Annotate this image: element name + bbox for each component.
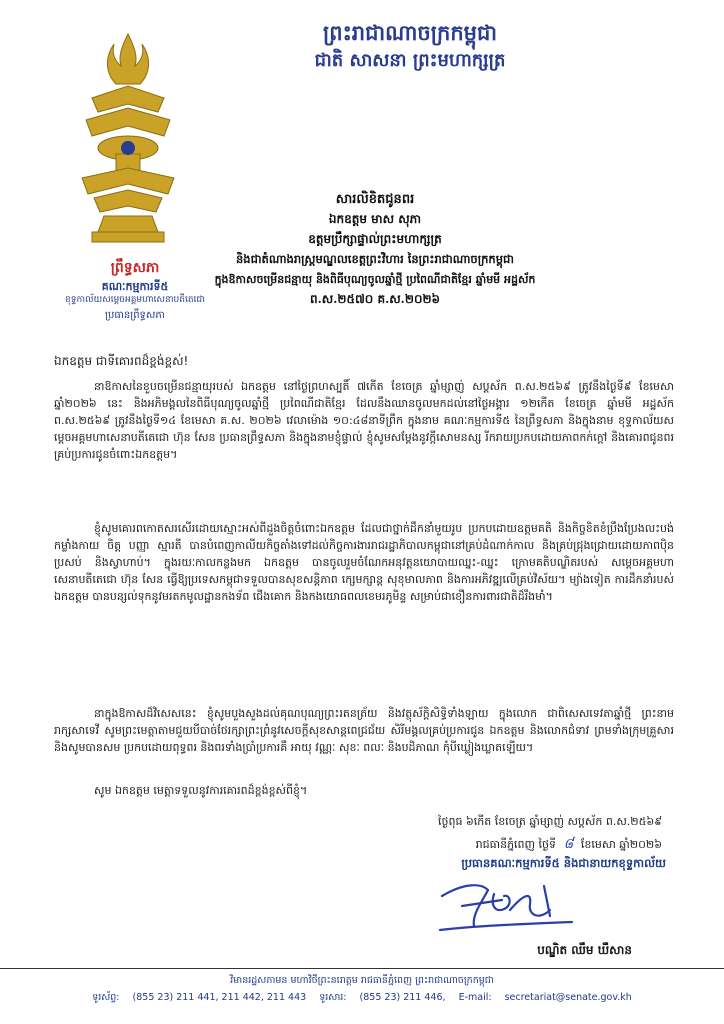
institution-name: ព្រឹទ្ធសភា bbox=[110, 260, 160, 276]
fax-number: (855 23) 211 446, bbox=[359, 992, 446, 1003]
signer-title: ប្រធានគណៈកម្មការទី៥ និងជានាយកខុទ្ទកាល័យ bbox=[461, 856, 666, 870]
place-date-suffix: ខែមេសា ឆ្នាំ២០២៦ bbox=[580, 838, 662, 851]
handwritten-day: ៨ bbox=[563, 836, 574, 852]
occasion-line: ក្នុងឱកាសចម្រើនជន្មាយុ និងពិធីបុណ្យចូលឆ្នាំថ្មី ប្រពៃណីជាតិខ្មែរ ឆ្នាំមមី អដ្ឋស័ក bbox=[214, 273, 536, 286]
commission-name: គណៈកម្មការទី៥ bbox=[101, 280, 169, 293]
place-date bbox=[476, 834, 662, 855]
handwritten-signature-icon bbox=[432, 876, 582, 938]
body-paragraph-2: ខ្ញុំសូមគោរពកោតសរសើរដោយស្មោះអស់ពីដួងចិត្តចំពោះឯកឧត្តម ដែលជាថ្នាក់ដឹកនាំមួយរូប ប្រកបដោយឧត្តមគតិ និងកិច្ចខិតខំប្រឹងប្រែងលះបង់កម្លាំងកាយ ចិត្ត បញ្ញា ស្មារតី បានបំពេញកាលីយកិច្ចតាំងទៅដល់កិច្ចការងាររាជរដ្ឋាភិបាលកម្ពុជានៅគ្រប់ដំណាក់កាល និងគ្រប់ជ្រុងជ្រោយដោយភាពប៉ិនប្រសប់ និងស្វាហាប់។ ក្នុងរយៈកាលកន្លងមក ឯកឧត្តម បានចូលរួមចំណែកអនុវត្តនយោបាយឈ្នះ-ឈ្នះ ក្រោមគតិបណ្ឌិតរបស់ សម្តេចអគ្គមហាសេនាបតីតេជោ ហ៊ុន សែន ធ្វើឱ្យប្រទេសកម្ពុជាទទួលបានសុខសន្តិភាព ក្សេមក្សាន្ត សុខុមាលភាព និងការអភិវឌ្ឍលើគ្រប់វិស័យ។ ម្យ៉ាងទៀត ការដឹកនាំរបស់ឯកឧត្តម បានបន្សល់ទុកនូវមរតកមូលដ្ឋានកងទ័ព ជើងគោក និងកងយោធពលខេមរភូមិន្ទ សម្រាប់ជាខឿនការពារជាតិដ៏រឹងមាំ។ bbox=[54, 522, 674, 603]
lunar-date: ថ្ងៃពុធ ៦កើត ខែចេត្រ ឆ្នាំម្សាញ់ សប្តស័ក ព.ស.២៥៦៩ bbox=[438, 815, 662, 828]
body-paragraph-1: នាឱកាសនៃខួបចម្រើនជន្មាយុរបស់ ឯកឧត្តម នៅថ្ងៃព្រហស្បតិ៍ ៧កើត ខែចេត្រ ឆ្នាំម្សាញ់ សប្តស័ក ព.ស.២៥៦៩ ត្រូវនឹងថ្ងៃទី៩ ខែមេសា ឆ្នាំ២០២៦ នេះ និងអភិមង្គលនៃពិធីបុណ្យចូលឆ្នាំថ្មី ប្រពៃណីជាតិខ្មែរ ដែលនឹងឈានចូលមកដល់នៅថ្ងៃអង្គារ ១២កើត ខែចេត្រ ឆ្នាំមមី អដ្ឋស័ក ព.ស.២៥៦៩ ត្រូវនឹងថ្ងៃទី១៤ ខែមេសា គ.ស. ២០២៦ វេលាម៉ោង ១០:៤៨នាទីព្រឹក ក្នុងនាម គណៈកម្មការទី៥ នៃព្រឹទ្ធសភា និងក្នុងនាម ខុទ្ទកាល័យសម្តេចអគ្គមហាសេនាបតីតេជោ ហ៊ុន សែន ប្រធានព្រឹទ្ធសភា និងក្នុងនាមខ្ញុំផ្ទាល់ ខ្ញុំសូមសម្តែងនូវក្តីសោមនស្ស រីករាយប្រកបដោយភាពកក់ក្តៅ និងគោរពជូនពរគ្រប់ប្រការជូនចំពោះឯកឧត្តម។ bbox=[54, 380, 674, 461]
phone-number: (855 23) 211 441, 211 442, 211 443 bbox=[132, 992, 307, 1003]
kingdom-title: ព្រះរាជាណាចក្រកម្ពុជា bbox=[322, 20, 497, 45]
phone-label: ទូរស័ព្ទ: bbox=[92, 992, 120, 1003]
footer-address: វិមានរដ្ឋសភាមន មហាវិថីព្រះនរោត្តម រាជធានីភ្នំពេញ ព្រះរាជាណាចក្រកម្ពុជា bbox=[230, 975, 494, 986]
body-paragraph-4: សូម ឯកឧត្តម មេត្តាទទួលនូវការគោរពដ៏ខ្ពង់ខ្ពស់ពីខ្ញុំ។ bbox=[94, 784, 308, 797]
office-subtitle: ប្រធានព្រឹទ្ធសភា bbox=[105, 310, 165, 321]
office-name: ខុទ្ទកាល័យសម្តេចអគ្គមហាសេនាបតីតេជោ bbox=[65, 295, 205, 305]
signer-name: បណ្ឌិត ឈឹម ឃឺសាន bbox=[537, 943, 632, 957]
body-paragraph-3: នាក្នុងឱកាសដ៏វិសេសនេះ ខ្ញុំសូមបួងសួងដល់គុណបុណ្យព្រះរតនត្រ័យ និងវត្ថុស័ក្តិសិទ្ធិទាំងឡាយ ក្នុងលោក ជាពិសេសទេវតាឆ្នាំថ្មី ព្រះនាម រាក្សសាទេវី សូមព្រះមេត្តាតាមជួយបីបាច់ថែរក្សាព្រះព្រំនូវសេចក្តីសុខសាន្តពេជ្រជ័យ សិរីមង្គលគ្រប់ប្រការជូន ឯកឧត្តម និងលោកជំទាវ ព្រមទាំងក្រុមគ្រួសារ និងសូមបានសម ប្រកបដោយពុទ្ធពរ និងពរទាំងប្រាំប្រការគឺ អាយុ វណ្ណៈ សុខៈ ពលៈ និងបដិភាណ កុំបីឃ្លៀងឃ្លាតឡើយ។ bbox=[54, 707, 674, 754]
salutation: ឯកឧត្តម ជាទីគោរពដ៏ខ្ពង់ខ្ពស់! bbox=[54, 354, 189, 368]
footer-divider bbox=[0, 968, 724, 969]
national-motto: ជាតិ សាសនា ព្រះមហាក្សត្រ bbox=[314, 50, 506, 71]
recipient-title-2: និងជាតំណាងរាស្ត្រមណ្ឌលខេត្តព្រះវិហារ នៃព្រះរាជាណាចក្រកម្ពុជា bbox=[236, 252, 514, 266]
recipient-name: ឯកឧត្តម មាស សុភា bbox=[328, 212, 422, 226]
footer-contacts bbox=[0, 991, 724, 1005]
email-address[interactable]: secretariat@senate.gov.kh bbox=[504, 992, 632, 1003]
place-date-prefix: រាជធានីភ្នំពេញ ថ្ងៃទី bbox=[475, 838, 556, 851]
letter-type: សារលិខិតជូនពរ bbox=[335, 192, 415, 207]
recipient-title: ឧត្តមប្រឹក្សាផ្ទាល់ព្រះមហាក្សត្រ bbox=[308, 232, 442, 246]
fax-label: ទូរសារ: bbox=[319, 992, 347, 1003]
occasion-date: ព.ស.២៥៧០ គ.ស.២០២៦ bbox=[309, 292, 441, 306]
email-label: E-mail: bbox=[458, 992, 492, 1003]
